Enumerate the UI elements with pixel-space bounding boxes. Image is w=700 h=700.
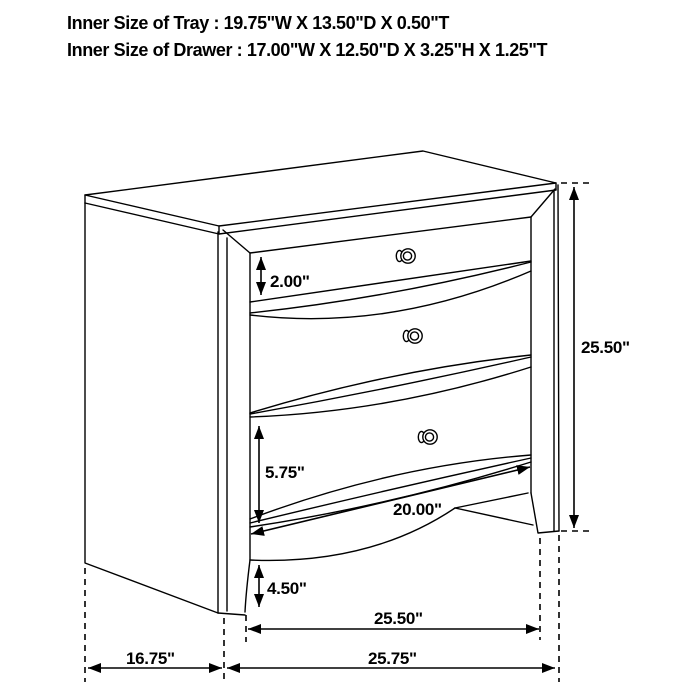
left-stile: [218, 230, 250, 615]
nightstand-line-drawing: [85, 151, 559, 615]
tray-size-text: Inner Size of Tray : 19.75"W X 13.50"D X 0.50"T: [67, 13, 449, 33]
dimension-annotations: [88, 187, 630, 668]
right-stile: [531, 185, 559, 533]
bottom-drawer-knob-icon: [418, 430, 437, 444]
drawer-size-text: Inner Size of Drawer : 17.00"W X 12.50"D X 3.25"H X 1.25"T: [67, 40, 548, 60]
overall-width-label: 25.75": [368, 649, 417, 668]
case-width-label: 25.50": [374, 609, 423, 628]
drawer-height-label: 5.75": [265, 463, 305, 482]
dimension-case-front-width: [248, 609, 539, 629]
leg-height-label: 4.50": [267, 579, 307, 598]
extension-lines: [85, 183, 592, 682]
dimension-overall-height: [574, 187, 630, 528]
opening-width-label: 20.00": [393, 500, 442, 519]
tray-height-label: 2.00": [270, 272, 310, 291]
side-depth-label: 16.75": [126, 649, 175, 668]
top-face: [85, 151, 556, 234]
side-panel: [85, 203, 218, 613]
dimension-side-depth: [88, 649, 222, 668]
apron: [250, 493, 533, 560]
middle-drawer-knob-icon: [403, 329, 422, 343]
overall-height-label: 25.50": [581, 338, 630, 357]
middle-drawer-reveal: [250, 355, 531, 417]
tray-knob-icon: [396, 249, 415, 263]
dimension-overall-width: [227, 649, 555, 668]
dimension-leg-height: [259, 565, 307, 607]
dimension-bottom-drawer-height: [259, 426, 305, 523]
dimension-tray-front-height: [261, 257, 310, 295]
